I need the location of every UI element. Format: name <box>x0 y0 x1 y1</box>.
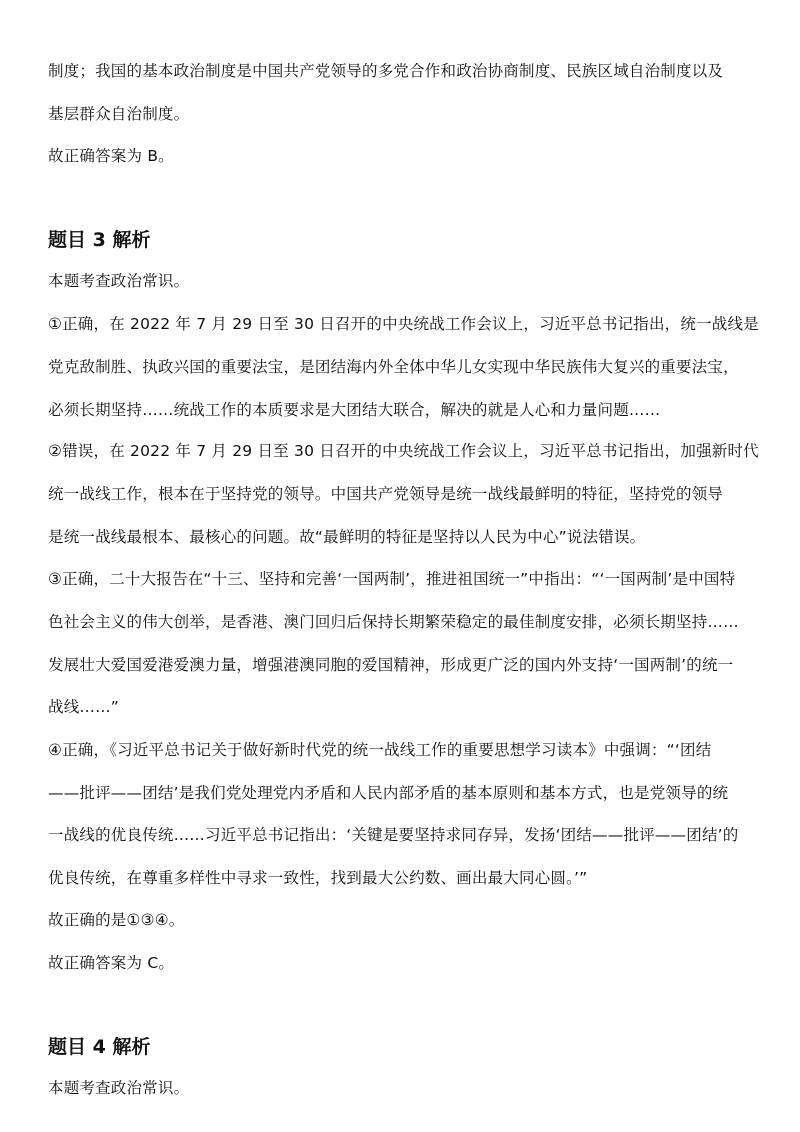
text-line: 一战线的优良传统……习近平总书记指出：‘关键是要坚持求同存异，发扬‘团结——批评——团结’的 <box>48 826 739 844</box>
text-line: 故正确的是①③④。 <box>48 911 185 929</box>
text-line: ④正确，《习近平总书记关于做好新时代党的统一战线工作的重要思想学习读本》中强调：“‘团结 <box>48 741 712 759</box>
answer-line: 故正确答案为 B。 <box>48 147 174 165</box>
text-line: ③正确，二十大报告在“十三、坚持和完善‘一国两制’，推进祖国统一”中指出：“‘一国两制’是中国特 <box>48 570 736 588</box>
text-line: 基层群众自治制度。 <box>48 105 190 123</box>
text-line: 战线……” <box>48 698 120 716</box>
text-line: 本题考查政治常识。 <box>48 272 190 290</box>
answer-line: 故正确答案为 C。 <box>48 954 175 972</box>
text-line: 必须长期坚持……统战工作的本质要求是大团结大联合，解决的就是人心和力量问题…… <box>48 401 661 419</box>
text-line: 是统一战线最根本、最核心的问题。故“最鲜明的特征是坚持以人民为中心”说法错误。 <box>48 528 646 546</box>
section-heading-q4: 题目 4 解析 <box>48 1036 151 1058</box>
text-line: 党克敌制胜、执政兴国的重要法宝，是团结海内外全体中华儿女实现中华民族伟大复兴的重要法宝， <box>48 358 739 376</box>
text-line: 制度；我国的基本政治制度是中国共产党领导的多党合作和政治协商制度、民族区域自治制度以及 <box>48 62 724 80</box>
section-heading-q3: 题目 3 解析 <box>48 229 151 251</box>
text-line: ——批评——团结’是我们党处理党内矛盾和人民内部矛盾的基本原则和基本方式，也是党领导的统 <box>48 784 729 802</box>
text-line: 优良传统，在尊重多样性中寻求一致性，找到最大公约数、画出最大同心圆。’” <box>48 869 588 887</box>
text-line: ②错误，在 2022 年 7 月 29 日至 30 日召开的中央统战工作会议上，习近平总书记指出，加强新时代 <box>48 442 759 460</box>
text-line: 本题考查政治常识。 <box>48 1079 190 1097</box>
text-line: ①正确，在 2022 年 7 月 29 日至 30 日召开的中央统战工作会议上，习近平总书记指出，统一战线是 <box>48 315 759 333</box>
text-line: 色社会主义的伟大创举，是香港、澳门回归后保持长期繁荣稳定的最佳制度安排，必须长期坚持…… <box>48 613 739 631</box>
text-line: 统一战线工作，根本在于坚持党的领导。中国共产党领导是统一战线最鲜明的特征，坚持党的领导 <box>48 485 724 503</box>
text-line: 发展壮大爱国爱港爱澳力量，增强港澳同胞的爱国精神，形成更广泛的国内外支持‘一国两制’的统一 <box>48 656 734 674</box>
